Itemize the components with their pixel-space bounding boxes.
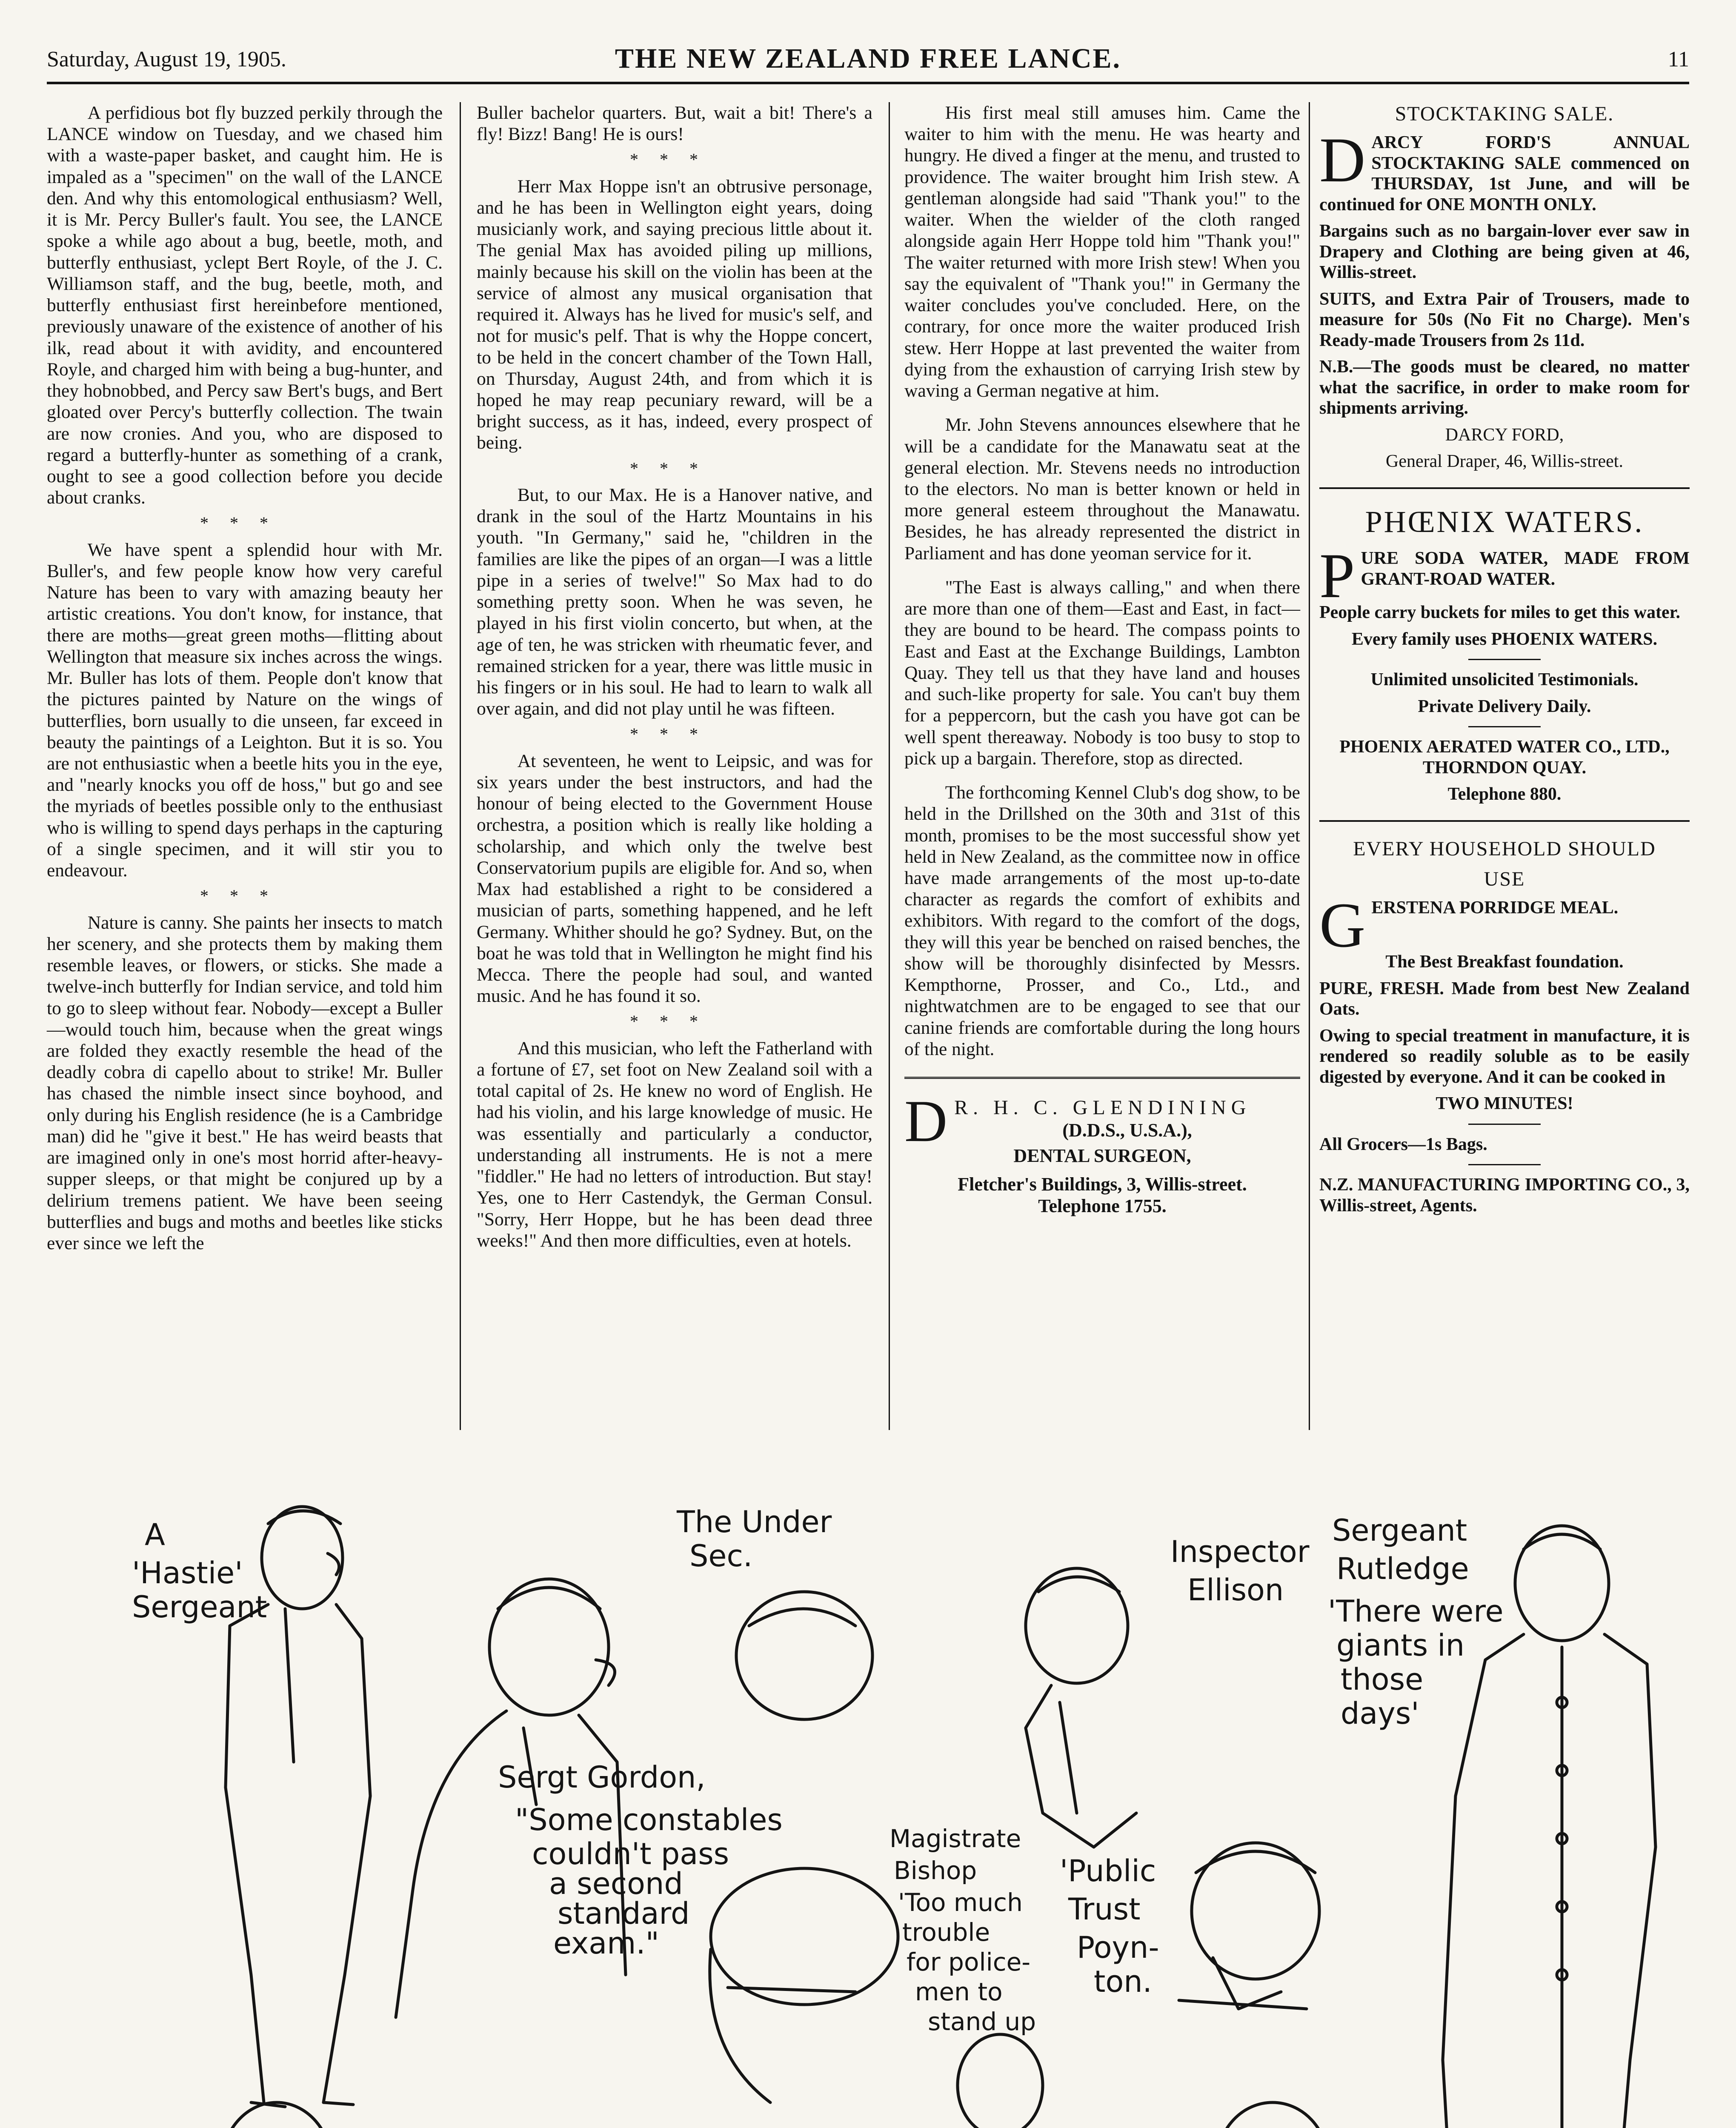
ad-company: PHOENIX AERATED WATER CO., LTD., THORNDON QUAY. <box>1339 737 1670 778</box>
figure-inspector-ellison <box>1026 1568 1136 1847</box>
advertisement-column <box>1319 102 1690 1222</box>
label-gordon: exam." <box>553 1926 659 1961</box>
ad-text: SUITS, and Extra Pair of Trousers, made to measure for 50s (No Fit no Charge). Men's Ready-made Trousers from 2s 11d. <box>1319 289 1690 350</box>
drop-cap: G <box>1319 890 1366 961</box>
article-column-2 <box>477 102 872 1251</box>
ad-lead: ARCY FORD'S ANNUAL STOCKTAKING SALE commenced on THURSDAY, 1st June, and will be continued for ONE MONTH ONLY. <box>1319 133 1690 215</box>
label-bishop: Bishop <box>894 1856 977 1885</box>
ad-text: PURE, FRESH. Made from best New Zealand Oats. <box>1319 978 1690 1019</box>
label-bishop: for police- <box>907 1948 1031 1976</box>
article-column-3 <box>904 102 1300 1217</box>
label-rutledge: giants in <box>1336 1628 1465 1663</box>
ad-heading: PHŒNIX WATERS. <box>1365 504 1644 539</box>
ad-text: The Best Breakfast foundation. <box>1385 952 1624 972</box>
dentist-degree: (D.D.S., U.S.A.), <box>1062 1119 1192 1141</box>
dentist-address: Fletcher's Buildings, 3, Willis-street. <box>958 1174 1247 1195</box>
label-gordon: Sergt Gordon, <box>498 1760 706 1795</box>
ad-phone: Telephone 880. <box>1447 784 1562 804</box>
paragraph: A perfidious bot fly buzzed perkily through the LANCE window on Tuesday, and we chased him with a waste-paper basket, and caught him. He is impaled as a "specimen" on the wall of the LANCE den. And why this entomological enthusiasm? Well, it is Mr. Percy Buller's fault. You see, the LANCE spoke a while ago about a bug, beetle, moth, and butterfly enthusiast, yclept Bert Royle, of the J. C. Williamson staff, and the bug, beetle, moth, and butterfly enthusiast first hereinbefore mentioned, previously unaware of the existence of another of his ilk, read about it with avidity, and encountered Royle, and charged him with being a bug-hunter, and they hobnobbed, and Percy saw Bert's bugs, and Bert gloated over Percy's butterfly collection. The twain are now cronies. And you, who are disposed to regard a butterfly-hunter as something of a crank, ought to see a good collection before you decide about cranks. <box>47 103 443 508</box>
phoenix-advertisement <box>1319 504 1690 805</box>
section-separator: *** <box>630 724 719 744</box>
paragraph: The forthcoming Kennel Club's dog show, to be held in the Drillshed on the 30th and 31st of this month, promises to be the most successful show yet held in New Zealand, as the committee now in office have made arrangements of the most up-to-date character as regards the comfort of exhibits and exhibitors. With regard to the comfort of the dogs, they will this year be benched on raised benches, the show will be thoroughly disinfected by Messrs. Kempthorne, Prosser, and Co., Ltd., and nightwatchmen are to be engaged to see that our canine friends are comfortable during the long hours of the night. <box>904 782 1300 1059</box>
dentist-title: DENTAL SURGEON, <box>1013 1145 1191 1167</box>
paragraph: And this musician, who left the Fatherland with a fortune of £7, set foot on New Zealand soil with a total capital of 2s. He knew no word of English. He had his violin, and his large knowledge of music. He was essentially and particularly a conductor, understanding all instruments. He is not a mere "fiddler." He had no letters of introduction. But stay! Yes, one to Herr Castendyk, the German Consul. "Sorry, Herr Hoppe, but he has been dead three weeks!" And then more difficulties, even at hotels. <box>477 1038 872 1251</box>
dentist-advertisement <box>904 1088 1300 1217</box>
label-hastie: Sergeant <box>132 1590 267 1625</box>
section-separator: *** <box>630 150 719 169</box>
label-hastie: 'Hastie' <box>132 1556 243 1590</box>
label-gordon: standard <box>558 1896 690 1931</box>
paragraph: Nature is canny. She paints her insects to match her scenery, and she protects them by making them resemble leaves, or flowers, or sticks. She made a twelve-inch butterfly for Indian service, and told him to go to sleep without fear. Nobody—except a Buller—would touch him, because when the great wings are folded they exactly resemble the head of the deadly cobra di capello about to strike! Mr. Buller has chased the nimble insect since boyhood, and only during his English residence (he is a Cambridge man) did he "give it best." He has weird beasts that are imagined only in one's most horrid after-heavy-supper sleeps, or that might be conjured up by a delirium tremens patient. We have been seeing butterflies and bugs and moths and beetles like sticks ever since we left the <box>47 912 443 1254</box>
column-divider <box>889 102 890 1430</box>
article-column-1 <box>47 102 443 1254</box>
issue-date: Saturday, August 19, 1905. <box>47 47 286 72</box>
ad-text: Bargains such as no bargain-lover ever saw in Drapery and Clothing are being given at 46, Willis-street. <box>1319 221 1690 283</box>
label-ellison: Ellison <box>1187 1573 1284 1607</box>
masthead-rule <box>47 82 1689 84</box>
paragraph: Mr. John Stevens announces elsewhere that he will be a candidate for the Manawatu seat at the general election. Mr. Stevens needs no introduction to the electors. No man is better known or held in more general esteem throughout the Manawatu. Besides, he has already represented the district in Parliament and has done yeoman service for it. <box>904 415 1300 563</box>
paragraph: "The East is always calling," and when there are more than one of them—East and East, in fact—they are bound to be heard. The compass points to East and East at the Exchange Buildings, Lambton Quay. They tell us that they have land and houses and such-like property for sale. You can't buy them for a peppercorn, but the cash you have got can be well spent thereaway. Nobody is too busy to stop to pick up a bargain. Therefore, stop as directed. <box>904 577 1300 769</box>
label-gordon: couldn't pass <box>532 1836 729 1871</box>
figure-under-sec-head <box>736 1592 872 1719</box>
dentist-name: R. H. C. GLENDINING <box>954 1096 1251 1119</box>
stocktaking-advertisement <box>1319 102 1690 472</box>
paragraph: At seventeen, he went to Leipsic, and was for six years under the best instructors, and had the honour of being elected to the Government House orchestra, a position which is really like holding a scholarship, and which only the twelve best Conservatorium pupils are eligible for. And so, when Max had established a right to be considered a musician of parts, something happened, and he left Germany. Whither should he go? Sydney. But, on the boat he was told that in Wellington he might find his Mecca. There the people had soul, and wanted music. And he has found it so. <box>477 750 872 1007</box>
ad-lead: URE SODA WATER, MADE FROM GRANT-ROAD WATER. <box>1361 549 1690 589</box>
label-ellison: Inspector <box>1170 1534 1310 1569</box>
newspaper-title: THE NEW ZEALAND FREE LANCE. <box>615 43 1121 74</box>
column-divider <box>460 102 461 1430</box>
ad-text: Private Delivery Daily. <box>1418 696 1591 716</box>
label-bishop: Magistrate <box>889 1824 1021 1853</box>
figure-magistrate-bishop <box>710 1868 898 2102</box>
label-rutledge: 'There were <box>1328 1594 1504 1629</box>
figure-sir-w-steward <box>941 2034 1077 2128</box>
ad-signer-line: General Draper, 46, Willis-street. <box>1386 452 1623 472</box>
ad-text: Owing to special treatment in manufacture, it is rendered so readily soluble as to be easily digested by everyone. And it can be cooked in <box>1319 1026 1690 1087</box>
label-rutledge: days' <box>1341 1696 1419 1731</box>
label-bishop: stand up <box>928 2007 1036 2036</box>
figure-public-trust-poynton <box>1179 1843 1319 2009</box>
label-under-sec: Sec. <box>689 1539 753 1573</box>
paragraph: His first meal still amuses him. Came the waiter to him with the menu. He was hearty and hungry. He dived a finger at the menu, and trusted to providence. The waiter brought him Irish stew. A gentleman alongside had said "Thank you!" to the waiter. When the wielder of the cloth ranged alongside again Herr Hoppe told him "Thank you!" The waiter returned with more Irish stew! When you say the equivalent of "Thank you!" in Germany the waiter concludes you've concluded. Here, on the contrary, for once more the waiter produced Irish stew. Herr Hoppe at last prevented the waiter from dying from the exhaustion of carrying Irish stew by waving a German negative at him. <box>904 103 1300 401</box>
label-bishop: 'Too much <box>898 1888 1023 1917</box>
label-poynton: Poyn- <box>1077 1930 1159 1965</box>
dentist-phone: Telephone 1755. <box>1038 1195 1167 1216</box>
label-hastie: A <box>145 1517 165 1552</box>
section-separator: *** <box>630 1012 719 1031</box>
ad-agents: N.Z. MANUFACTURING IMPORTING CO., 3, Willis-street, Agents. <box>1319 1175 1690 1216</box>
ad-text: N.B.—The goods must be cleared, no matter what the sacrifice, in order to make room for shipments arriving. <box>1319 357 1690 418</box>
label-under-sec: The Under <box>677 1504 832 1539</box>
cartoon-drawing <box>47 1464 1690 2128</box>
ad-text: All Grocers—1s Bags. <box>1319 1134 1487 1154</box>
ad-text: Every family uses PHOENIX WATERS. <box>1351 629 1658 649</box>
label-rutledge: those <box>1341 1662 1424 1697</box>
ad-heading: STOCKTAKING SALE. <box>1395 103 1614 125</box>
section-separator: *** <box>200 513 289 533</box>
label-rutledge: Sergeant <box>1332 1513 1467 1548</box>
ad-heading: USE <box>1484 868 1525 891</box>
section-separator: *** <box>630 458 719 478</box>
masthead <box>47 43 1689 77</box>
label-poynton: Trust <box>1068 1892 1141 1927</box>
label-bishop: trouble <box>902 1918 990 1947</box>
police-commission-cartoon <box>47 1464 1690 2128</box>
section-separator: *** <box>200 886 289 906</box>
ad-text: People carry buckets for miles to get this water. <box>1319 603 1680 623</box>
drop-cap: D <box>904 1088 948 1155</box>
ad-text: TWO MINUTES! <box>1436 1094 1573 1114</box>
paragraph: We have spent a splendid hour with Mr. Buller's, and few people know how very careful Nature has been to vary with amazing beauty her artistic creations. You don't know, for instance, that there are moths—great green moths—flitting about Wellington that measure six inches across the wings. Mr. Buller has lots of them. People don't know that the pictures painted by Nature on the wings of butterflies, born usually to die unseen, far exceed in beauty the paintings of a Leighton. But it is so. You are not enthusiastic when a beetle hits you in the eye, and "nearly knocks you off de hoss," but go and see the myriads of beetles possible only to the enthusiast who is willing to spend days perhaps in the capturing of a single specimen, and it will stir you to endeavour. <box>47 539 443 881</box>
paragraph: Herr Max Hoppe isn't an obtrusive personage, and he has been in Wellington eight years, doing musicianly work, and saying precious little about it. The genial Max has avoided piling up millions, mainly because his skill on the violin has been at the service of almost any musical organisation that required it. Always has he lived for music's self, and not for music's pelf. That is why the Hoppe concert, to be held in the concert chamber of the Town Hall, on Thursday, August 24th, and from which it is hoped he may reap pecuniary reward, will be a bright success, as it has, indeed, every prospect of being. <box>477 176 872 453</box>
label-gordon: a second <box>549 1866 683 1901</box>
drop-cap: D <box>1319 125 1366 196</box>
label-gordon: "Some constables <box>515 1802 783 1837</box>
paragraph: Buller bachelor quarters. But, wait a bit! There's a fly! Bizz! Bang! He is ours! <box>477 103 872 145</box>
ad-signer: DARCY FORD, <box>1445 425 1564 445</box>
page-number: 11 <box>1667 47 1689 72</box>
drop-cap: P <box>1319 541 1355 612</box>
ad-lead: ERSTENA PORRIDGE MEAL. <box>1371 898 1619 918</box>
paragraph: But, to our Max. He is a Hanover native, and drank in the soul of the Hartz Mountains in his youth. "In Germany," said he, "children in the families are like the pipes of an organ—I was a little pipe in a series of twelve!" So Max had to do something pretty soon. When he was seven, he played in his first violin concerto, but when, at the age of ten, he was stricken with rheumatic fever, and remained stricken for a year, there was little music in his fingers or in his soul. He had to learn to walk all over again, and did not play until he was fifteen. <box>477 484 872 719</box>
label-poynton: ton. <box>1094 1964 1152 1999</box>
ad-heading: EVERY HOUSEHOLD SHOULD <box>1353 837 1656 860</box>
figure-tommy <box>1153 2102 1375 2128</box>
gerstena-advertisement <box>1319 837 1690 1216</box>
label-rutledge: Rutledge <box>1336 1551 1469 1586</box>
column-divider <box>1309 102 1310 1430</box>
label-poynton: 'Public <box>1060 1853 1156 1888</box>
label-bishop: men to <box>915 1977 1003 2006</box>
ad-text: Unlimited unsolicited Testimonials. <box>1370 670 1639 690</box>
